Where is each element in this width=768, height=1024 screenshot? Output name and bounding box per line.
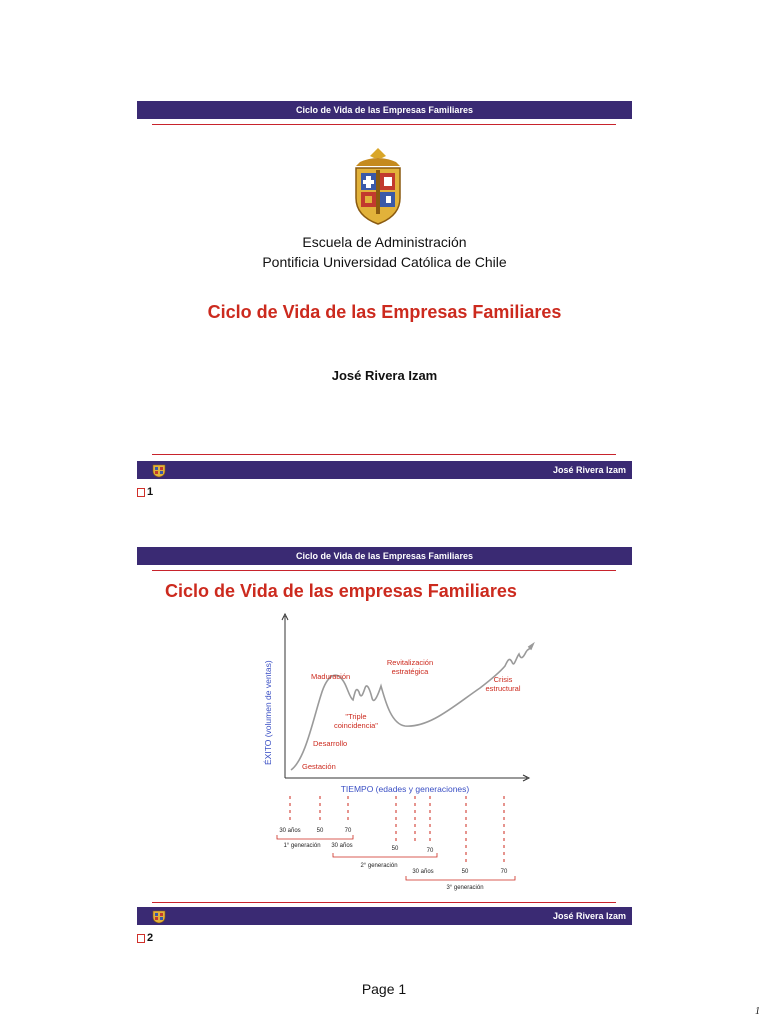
stage-desarrollo: Desarrollo [313,739,348,748]
slide2-number-text: 2 [147,932,154,944]
footer-crest-icon [152,462,166,478]
gen2-tick-70: 70 [426,848,434,854]
slide1-author: José Rivera Izam [331,368,438,383]
slide2-footer-author: José Rivera Izam [552,911,626,921]
gen2-label: 2° generación [360,863,398,869]
slide2-number [137,932,153,944]
university-crest-icon [346,146,410,228]
y-axis-label: ÉXITO (volumen de ventas) [263,660,273,765]
slide1-header-bar [137,101,632,119]
slide1-footer-bar [137,461,632,479]
slide1-title: Ciclo de Vida de las Empresas Familiares [207,302,562,322]
stage-triple-line1: "Triple [345,712,367,721]
gen3-label: 3° generación [446,885,484,891]
footer-crest-icon [152,908,166,924]
slide1-footer-author: José Rivera Izam [552,465,626,475]
stage-revital-line1: Revitalización [386,658,434,667]
slide2-header-bar [137,547,632,565]
gen1-tick-50: 50 [316,828,324,834]
slide2-title: Ciclo de Vida de las empresas Familiares [165,581,517,601]
stage-crisis-line2: estructural [485,684,521,693]
slide2-footer-bar [137,907,632,925]
slide2-footer-rule [152,902,616,903]
slide2-header-rule [152,570,616,571]
gen1-bracket [277,835,353,839]
stage-maduracion: Maduración [311,672,351,681]
stage-triple-line2: coincidencia" [334,721,378,730]
slide1-header-text: Ciclo de Vida de las Empresas Familiares [296,105,473,115]
stage-crisis-line1: Crisis [493,675,513,684]
page-label: Page 1 [361,981,407,997]
gen2-tick-50: 50 [391,846,399,852]
gen3-tick-30: 30 años [412,869,434,875]
slide1-footer-rule [152,454,616,455]
gen3-tick-70: 70 [500,869,508,875]
missing-glyph-icon [137,934,145,943]
slide1-number [137,486,153,498]
slide1-number-text: 1 [147,486,154,498]
gen1-tick-70: 70 [344,828,352,834]
gen3-tick-50: 50 [461,869,469,875]
university-name: Pontificia Universidad Católica de Chile [262,254,507,270]
school-name: Escuela de Administración [302,234,467,250]
slide1-header-rule [152,124,616,125]
x-axis-label: TIEMPO (edades y generaciones) [340,784,470,794]
missing-glyph-icon [137,488,145,497]
life-cycle-diagram [255,610,545,900]
stage-revital-line2: estratégica [391,667,429,676]
gen3-bracket [406,876,515,880]
stage-gestacion: Gestación [302,762,336,771]
gen1-label: 1° generación [283,843,321,849]
gen2-bracket [333,853,437,857]
corner-page-mark: 1 [755,1006,760,1017]
gen2-tick-30: 30 años [331,843,353,849]
gen1-tick-30: 30 años [279,828,301,834]
slide2-header-text: Ciclo de Vida de las Empresas Familiares [296,551,473,561]
